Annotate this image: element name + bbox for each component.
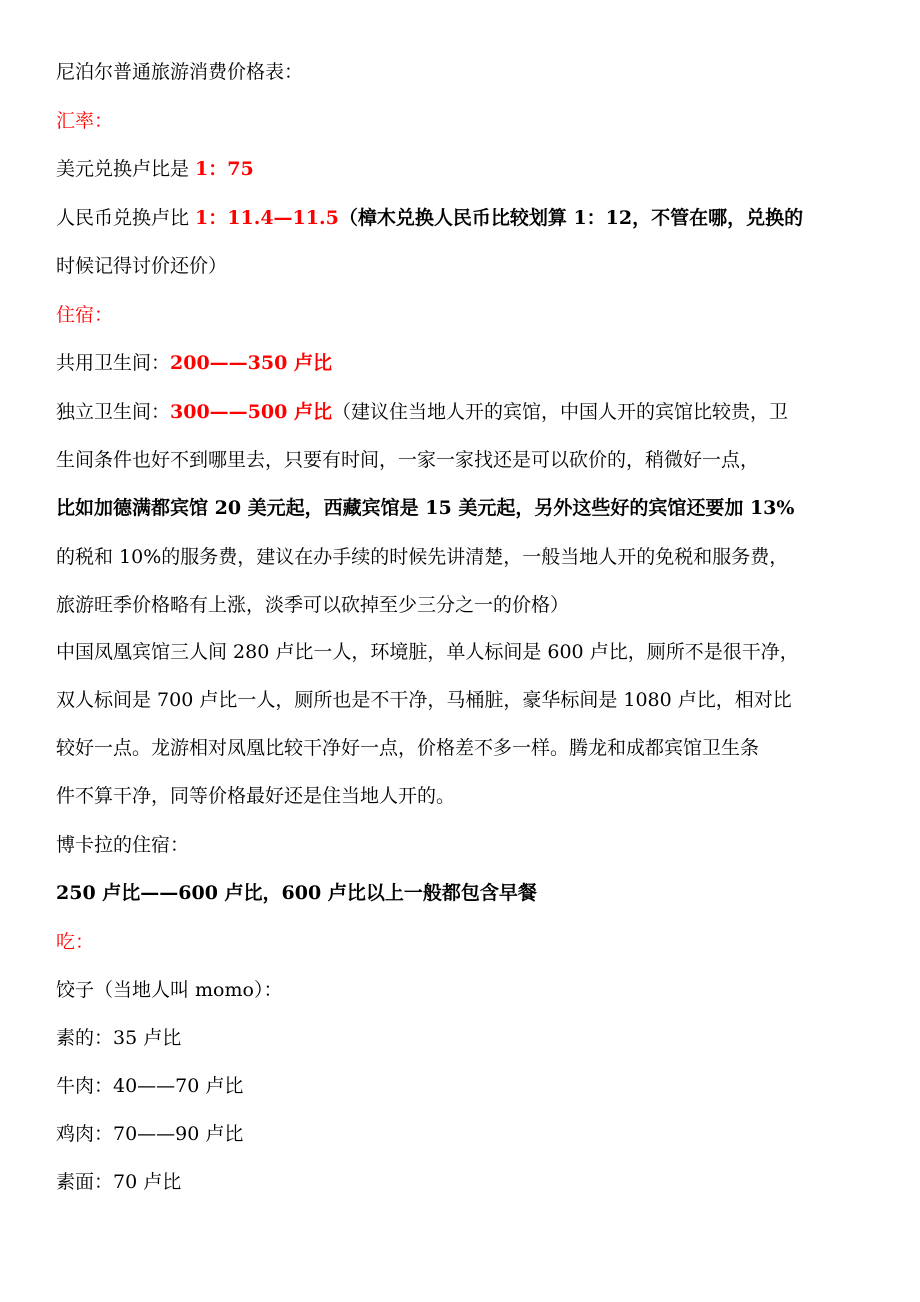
lodging-heading: 住宿： — [56, 304, 114, 326]
dumpling-heading: 饺子（当地人叫 momo）： — [56, 979, 283, 1001]
private-bath-note: （建议住当地人开的宾馆，中国人开的宾馆比较贵，卫 — [331, 401, 788, 423]
private-bath-note-4: 的税和 10%的服务费，建议在办手续的时候先讲清楚，一般当地人开的免税和服务费， — [56, 546, 789, 568]
rmb-rate-note-cont: 时候记得讨价还价） — [56, 255, 228, 277]
rmb-rate-line: 人民币兑换卢比 1：11.4—11.5（樟木兑换人民币比较划算 1：12，不管在哪，兑换的 — [56, 207, 804, 229]
veg-dumpling-price: 素的：35 卢比 — [56, 1027, 182, 1049]
private-bath-note-5: 旅游旺季价格略有上涨，淡季可以砍掉至少三分之一的价格） — [56, 594, 570, 616]
private-bath-note-3: 比如加德满都宾馆 20 美元起，西藏宾馆是 15 美元起，另外这些好的宾馆还要加 13% — [56, 497, 795, 519]
private-bath-note-2: 生间条件也好不到哪里去，只要有时间，一家一家找还是可以砍价的，稍微好一点， — [56, 449, 760, 471]
private-bath-line: 独立卫生间：300——500 卢比（建议住当地人开的宾馆，中国人开的宾馆比较贵，卫 — [56, 401, 788, 423]
phoenix-hotel-text-3: 较好一点。龙游相对凤凰比较干净好一点，价格差不多一样。腾龙和成都宾馆卫生条 — [56, 737, 760, 759]
chicken-dumpling-price: 鸡肉：70——90 卢比 — [56, 1123, 244, 1145]
phoenix-hotel-text-1: 中国凤凰宾馆三人间 280 卢比一人，环境脏，单人标间是 600 卢比，厕所不是很干净， — [56, 641, 799, 663]
shared-bath-price: 200——350 卢比 — [170, 352, 332, 374]
food-heading: 吃： — [56, 931, 95, 953]
beef-dumpling-price: 牛肉：40——70 卢比 — [56, 1075, 244, 1097]
usd-rate-line: 美元兑换卢比是 1：75 — [56, 158, 254, 180]
pokhara-heading: 博卡拉的住宿： — [56, 834, 190, 856]
private-bath-price: 300——500 卢比 — [170, 401, 332, 423]
phoenix-hotel-text-4: 件不算干净，同等价格最好还是住当地人开的。 — [56, 785, 456, 807]
veg-noodle-price: 素面：70 卢比 — [56, 1171, 182, 1193]
rmb-rate-value: 1：11.4—11.5 — [195, 207, 339, 229]
pokhara-price: 250 卢比——600 卢比，600 卢比以上一般都包含早餐 — [56, 882, 537, 904]
exchange-heading: 汇率： — [56, 110, 114, 132]
phoenix-hotel-text-2: 双人标间是 700 卢比一人，厕所也是不干净，马桶脏，豪华标间是 1080 卢比，相对比 — [56, 689, 792, 711]
rmb-rate-note: （樟木兑换人民币比较划算 1：12，不管在哪，兑换的 — [338, 207, 804, 229]
document-title: 尼泊尔普通旅游消费价格表： — [56, 61, 304, 83]
shared-bath-line: 共用卫生间：200——350 卢比 — [56, 352, 332, 374]
usd-rate-value: 1：75 — [195, 158, 254, 180]
